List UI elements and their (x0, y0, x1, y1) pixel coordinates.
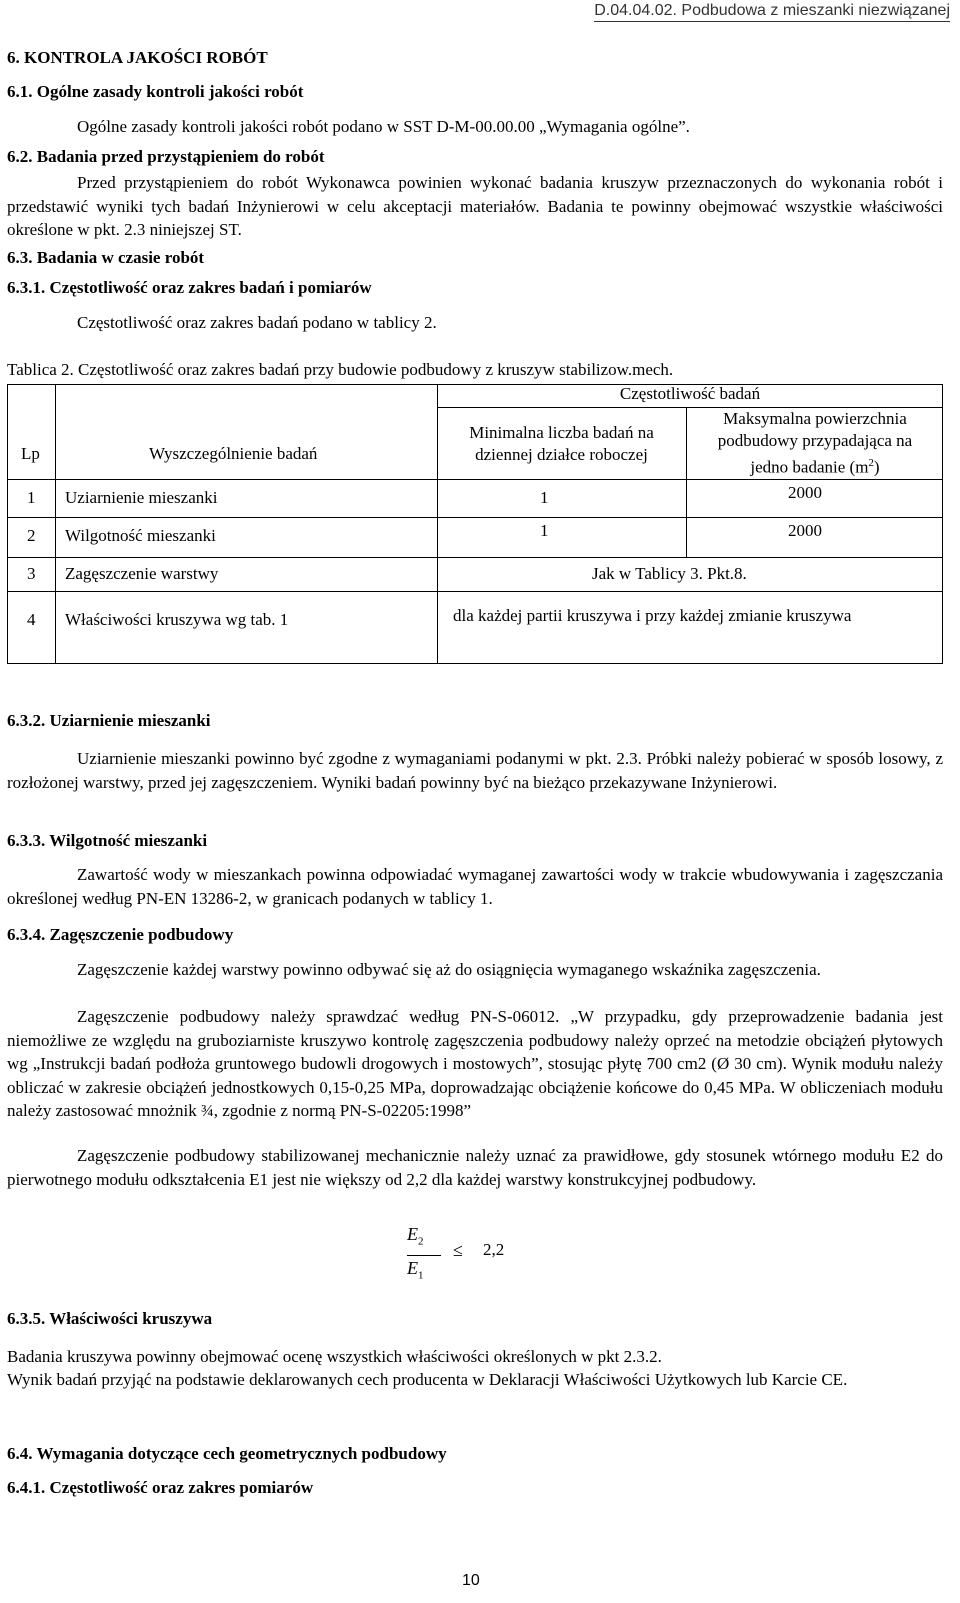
modulus-ratio-formula (407, 1222, 527, 1292)
table-row-2-min: 1 (540, 521, 549, 540)
formula-fraction-bar (407, 1255, 441, 1256)
table-row-divider-1 (7, 517, 943, 518)
table-header-desc: Wyszczególnienie badań (149, 444, 318, 463)
section-6-1-heading: 6.1. Ogólne zasady kontroli jakości robót (7, 82, 304, 101)
section-6-3-4-para-1: Zagęszczenie każdej warstwy powinno odbywać się aż do osiągnięcia wymaganego wskaźnika zagęszczenia. (77, 960, 821, 979)
table-row-4-desc: Właściwości kruszywa wg tab. 1 (65, 610, 289, 629)
table-row-4-merged: dla każdej partii kruszywa i przy każdej zmianie kruszywa (453, 606, 852, 625)
section-6-3-2-heading: 6.3.2. Uziarnienie mieszanki (7, 711, 211, 730)
section-6-1-text: Ogólne zasady kontroli jakości robót podano w SST D-M-00.00.00 „Wymagania ogólne”. (77, 117, 690, 136)
table-header-min-line1: Minimalna liczba badań na (469, 423, 654, 442)
table-row-2-desc: Wilgotność mieszanki (65, 526, 216, 545)
section-6-2-text: Przed przystąpieniem do robót Wykonawca powinien wykonać badania kruszyw przeznaczonych do wykonania robót i przedstawić wyniki tych badań Inżynierowi w celu akceptacji materiałów. Badania te powinny obejmować wszystkie właściwości określone w pkt. 2.3 niniejszej ST. (7, 173, 943, 239)
formula-den-letter: E (407, 1258, 418, 1278)
table-header-max-line2: podbudowy przypadająca na (717, 431, 913, 450)
table-header-max-sup: 2 (868, 457, 874, 469)
table-row-3-merged: Jak w Tablicy 3. Pkt.8. (592, 564, 747, 583)
formula-num-sub: 2 (418, 1235, 424, 1248)
section-6-3-5-heading: 6.3.5. Właściwości kruszywa (7, 1309, 213, 1328)
formula-den-sub: 1 (418, 1269, 424, 1282)
section-6-3-3-heading: 6.3.3. Wilgotność mieszanki (7, 831, 208, 850)
table-header-max-text: jedno badanie (m (750, 457, 869, 477)
section-6-4-heading: 6.4. Wymagania dotyczące cech geometrycznych podbudowy (7, 1444, 447, 1463)
section-6-3-heading: 6.3. Badania w czasie robót (7, 248, 205, 267)
section-6-3-4-para-3: Zagęszczenie podbudowy stabilizowanej mechanicznie należy uznać za prawidłowe, gdy stosunek wtórnego modułu E2 do pierwotnego modułu odkształcenia E1 jest nie większy od 2,2 dla każdej warstwy konstrukcyjnej podbudowy. (7, 1146, 943, 1189)
table-row-divider-3 (7, 591, 943, 592)
table-header-max-line3 (687, 452, 943, 479)
section-6-3-4-heading: 6.3.4. Zagęszczenie podbudowy (7, 925, 234, 944)
table-row-1-max: 2000 (788, 483, 822, 502)
table-row-4-lp: 4 (27, 610, 36, 629)
section-6-3-1-heading: 6.3.1. Częstotliwość oraz zakres badań i pomiarów (7, 278, 372, 297)
table-row-3-lp: 3 (27, 564, 36, 583)
table-border-bottom (7, 663, 943, 664)
table-header-lp: Lp (21, 444, 40, 463)
formula-numerator (407, 1224, 424, 1248)
section-6-3-5-para-2: Wynik badań przyjąć na podstawie deklarowanych cech producenta w Deklaracji Właściwości Użytkowych lub Karcie CE. (7, 1370, 848, 1389)
table-row-1-min: 1 (540, 488, 549, 507)
table-border-left (7, 384, 8, 664)
table-header-divider (7, 479, 943, 480)
table-header-group: Częstotliwość badań (619, 384, 761, 403)
page-number: 10 (462, 1572, 480, 1589)
section-6-2-heading: 6.2. Badania przed przystąpieniem do robót (7, 147, 325, 166)
table-row-2-lp: 2 (27, 526, 36, 545)
formula-denominator (407, 1258, 424, 1282)
formula-operator: ≤ (453, 1240, 463, 1260)
section-6-4-1-heading: 6.4.1. Częstotliwość oraz zakres pomiarów (7, 1478, 314, 1497)
section-6-3-1-text: Częstotliwość oraz zakres badań podano w tablicy 2. (77, 313, 437, 332)
running-header: D.04.04.02. Podbudowa z mieszanki niezwiązanej (594, 2, 950, 22)
table-header-max (687, 408, 943, 479)
formula-num-letter: E (407, 1224, 418, 1244)
table-col-divider-lp (55, 384, 56, 664)
section-6-3-4-para-2: Zagęszczenie podbudowy należy sprawdzać według PN-S-06012. „W przypadku, gdy przeprowadzenie badania jest niemożliwe ze względu na gruboziarniste kruszywo kontrolę zagęszczenia podbudowy należy oprzeć na metodzie obciążeń płytowych wg „Instrukcji badań podłoża gruntowego budowli drogowych i mostowych”, stosując płytę 700 cm2 (Ø 30 cm). Wynik modułu należy obliczać w zakresie obciążeń jednostkowych 0,15-0,25 MPa, doprowadzając obciążenie końcowe do 0,45 MPa. W obliczeniach modułu należy zastosować mnożnik ¾, zgodnie z normą PN-S-02205:1998” (7, 1007, 943, 1120)
table-row-3-desc: Zagęszczenie warstwy (65, 564, 219, 583)
table-row-1-desc: Uziarnienie mieszanki (65, 488, 218, 507)
section-6-3-3-text: Zawartość wody w mieszankach powinna odpowiadać wymaganej zawartości wody w trakcie wbudowywania i zagęszczania określonej według PN-EN 13286-2, w granicach podanych w tablicy 1. (7, 865, 943, 908)
table-caption: Tablica 2. Częstotliwość oraz zakres badań przy budowie podbudowy z kruszyw stabilizow.mech. (7, 360, 674, 379)
section-6-3-5-para-1: Badania kruszywa powinny obejmować ocenę wszystkich właściwości określonych w pkt 2.3.2. (7, 1347, 662, 1366)
section-6-heading: 6. KONTROLA JAKOŚCI ROBÓT (7, 48, 268, 67)
formula-value: 2,2 (483, 1240, 505, 1259)
table-2 (7, 384, 943, 664)
table-row-2-max: 2000 (788, 521, 822, 540)
table-row-1-lp: 1 (27, 488, 36, 507)
table-header-max-line1: Maksymalna powierzchnia (723, 409, 907, 428)
table-header-min (437, 422, 686, 466)
section-6-3-2-text: Uziarnienie mieszanki powinno być zgodne z wymaganiami podanymi w pkt. 2.3. Próbki należy pobierać w sposób losowy, z rozłożonej warstwy, przed jej zagęszczeniem. Wyniki badań powinny być na bieżąco przekazywane Inżynierowi. (7, 749, 943, 792)
table-header-min-line2: dziennej działce roboczej (475, 445, 648, 464)
table-header-max-close: ) (873, 457, 880, 477)
table-row-divider-2 (7, 557, 943, 558)
